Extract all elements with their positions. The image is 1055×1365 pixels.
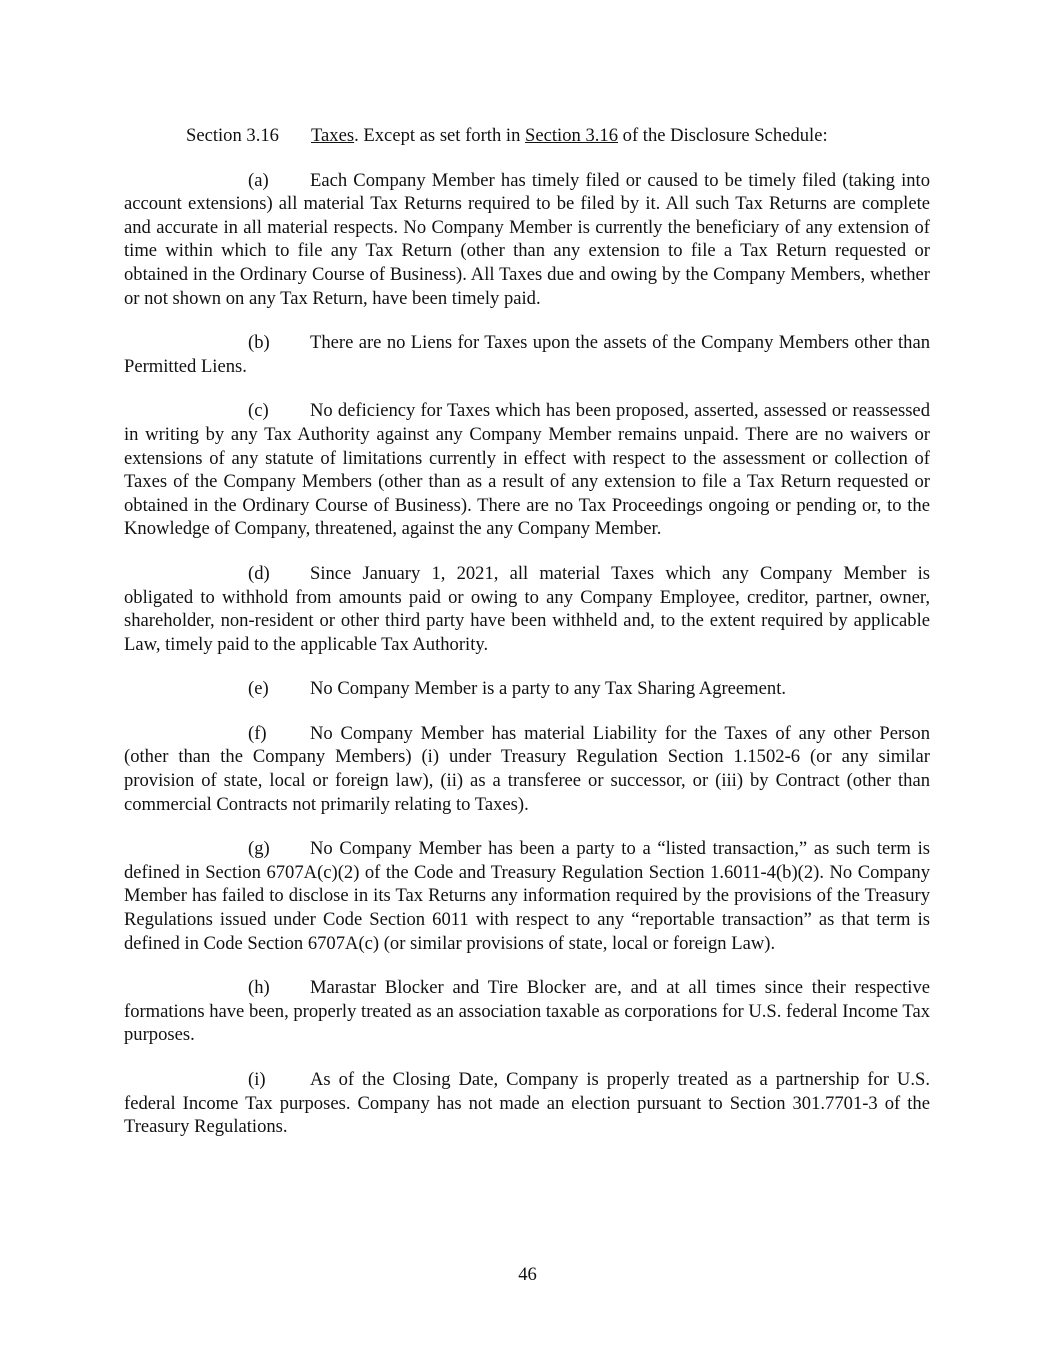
- paragraph-text: Since January 1, 2021, all material Taxes which any Company Member is obligated to withhold from amounts paid or owing to any Company Employee, creditor, partner, owner, shareholder, non-resident or other third party have been withheld and, to the extent required by applicable Law, timely paid to the applicable Tax Authority.: [124, 562, 930, 655]
- paragraph-text: As of the Closing Date, Company is properly treated as a partnership for U.S. federal Income Tax purposes. Company has not made an election pursuant to Section 301.7701-3 of the Treasury Regulations.: [124, 1069, 930, 1138]
- paragraph-label: (e): [248, 678, 269, 700]
- paragraph-e: [124, 677, 930, 701]
- paragraph-b: [124, 331, 930, 378]
- paragraph-label: (h): [248, 977, 270, 999]
- section-title: Taxes: [311, 125, 355, 146]
- section-number: Section 3.16: [186, 125, 279, 146]
- section-heading: [124, 124, 930, 148]
- paragraph-label: (i): [248, 1069, 266, 1090]
- paragraph-c: [124, 399, 930, 541]
- paragraph-label: (d): [248, 562, 270, 584]
- document-page: [124, 124, 930, 1160]
- paragraph-label: (f): [248, 722, 267, 744]
- section-reference: Section 3.16: [525, 125, 618, 146]
- paragraph-label: (c): [248, 400, 269, 422]
- page-number: 46: [518, 1264, 537, 1285]
- paragraph-text: No deficiency for Taxes which has been proposed, asserted, assessed or reassessed in writing by any Tax Authority against any Company Member remains unpaid. There are no waivers or extensions of any statute of limitations currently in effect with respect to the assessment or collection of Taxes of the Company Members (other than as a result of any extension to file a Tax Return requested or obtained in the Ordinary Course of Business). There are no Tax Proceedings ongoing or pending or, to the Knowledge of Company, threatened, against the any Company Member.: [124, 400, 930, 540]
- section-intro-text: . Except as set forth in: [354, 125, 526, 146]
- paragraph-text: No Company Member has been a party to a “listed transaction,” as such term is defined in Section 6707A(c)(2) of the Code and Treasury Regulation Section 1.6011-4(b)(2). No Company Member has failed to disclose in its Tax Returns any information required by the provisions of the Treasury Regulations issued under Code Section 6011 with respect to any “reportable transaction” as that term is defined in Code Section 6707A(c) (or similar provisions of state, local or foreign Law).: [124, 838, 930, 954]
- paragraph-i: [124, 1068, 930, 1139]
- paragraph-label: (a): [248, 169, 269, 191]
- paragraph-a: [124, 169, 930, 311]
- paragraph-g: [124, 837, 930, 955]
- paragraph-text: There are no Liens for Taxes upon the assets of the Company Members other than Permitted Liens.: [124, 332, 930, 377]
- paragraph-h: [124, 976, 930, 1047]
- paragraph-text: No Company Member is a party to any Tax Sharing Agreement.: [310, 678, 787, 700]
- paragraph-f: [124, 722, 930, 816]
- paragraph-text: Marastar Blocker and Tire Blocker are, and at all times since their respective formations have been, properly treated as an association taxable as corporations for U.S. federal Income Tax purposes.: [124, 977, 930, 1046]
- paragraph-label: (b): [248, 332, 270, 354]
- section-intro-suffix: of the Disclosure Schedule:: [618, 125, 828, 146]
- paragraph-label: (g): [248, 838, 270, 860]
- paragraph-text: Each Company Member has timely filed or caused to be timely filed (taking into account extensions) all material Tax Returns required to be filed by it. All such Tax Returns are complete and accurate in all material respects. No Company Member is currently the beneficiary of any extension of time within which to file any Tax Return (other than any extension to file a Tax Return requested or obtained in the Ordinary Course of Business). All Taxes due and owing by the Company Members, whether or not shown on any Tax Return, have been timely paid.: [124, 169, 930, 309]
- paragraph-d: [124, 562, 930, 656]
- paragraph-text: No Company Member has material Liability for the Taxes of any other Person (other than the Company Members) (i) under Treasury Regulation Section 1.1502-6 (or any similar provision of state, local or foreign law), (ii) as a transferee or successor, or (iii) by Contract (other than commercial Contracts not primarily relating to Taxes).: [124, 722, 930, 815]
